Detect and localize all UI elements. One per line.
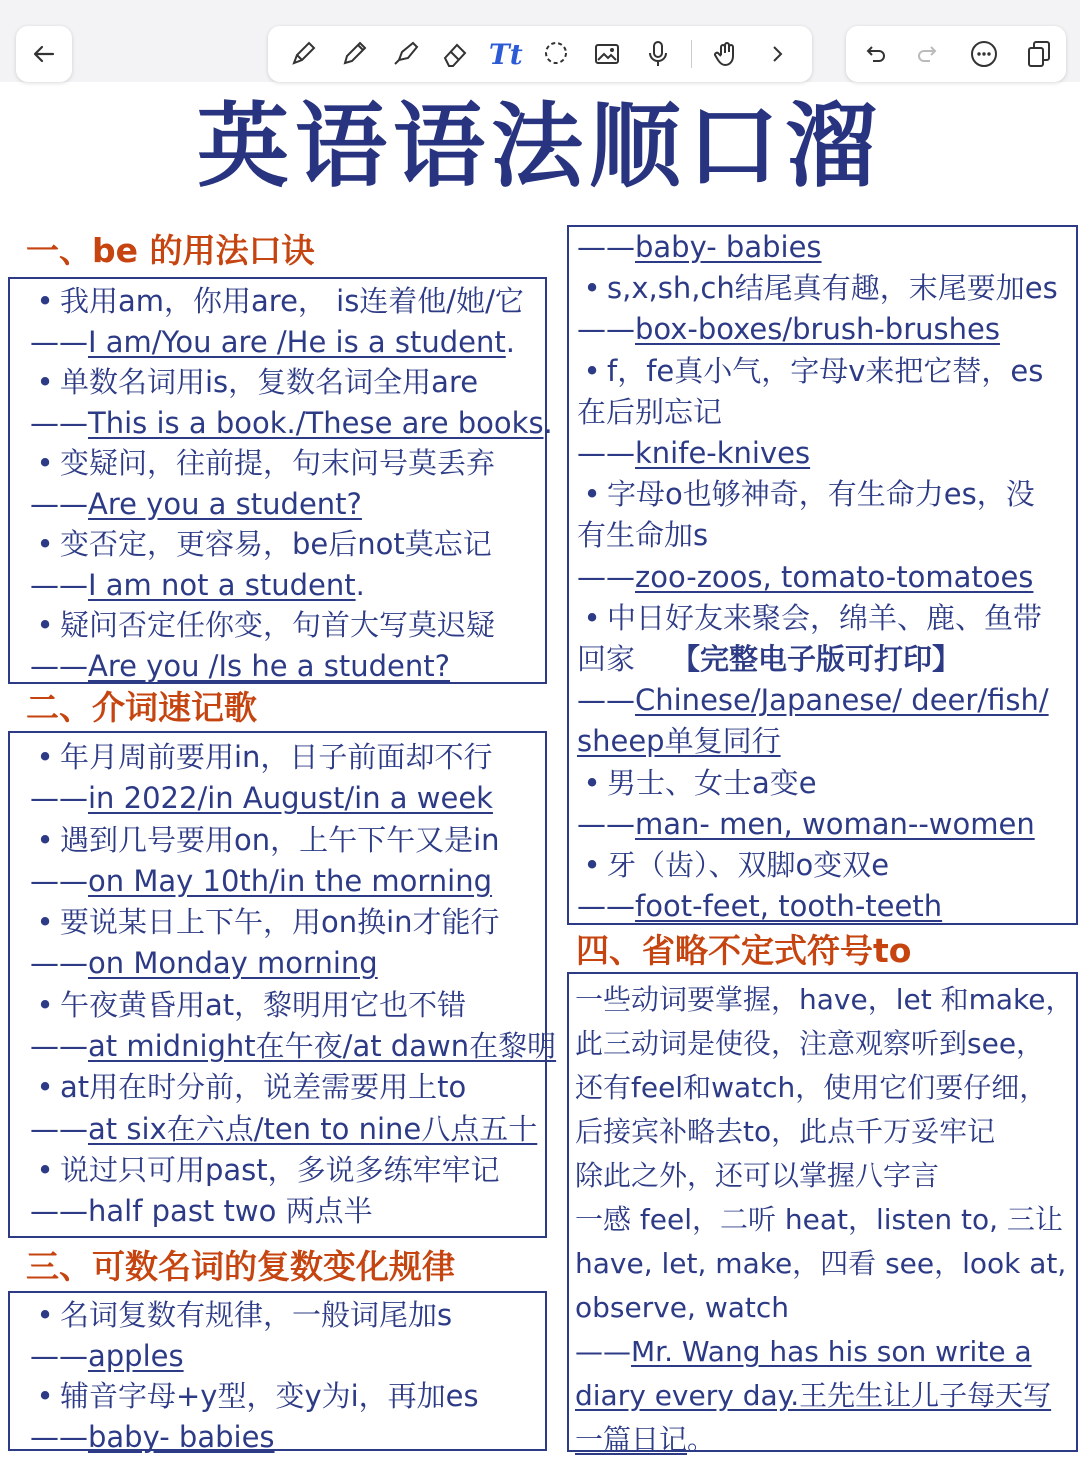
line-tail: .	[355, 567, 365, 602]
line-text: 除此之外，还可以掌握八字言	[575, 1159, 940, 1192]
example-line	[30, 1336, 545, 1377]
rule-line	[30, 820, 545, 861]
page-title: 英语语法顺口溜	[196, 93, 883, 200]
line-text: man- men, woman--women	[635, 806, 1035, 841]
line-text: 一感 feel，二听 heat，listen to, 三让	[575, 1203, 1063, 1236]
line-text: 有生命加s	[577, 518, 709, 553]
example-line	[30, 861, 545, 902]
text-line	[577, 721, 1076, 762]
example-line	[577, 680, 1076, 721]
chevron-right-icon[interactable]	[760, 37, 794, 71]
line-text: sheep单复同行	[577, 724, 781, 759]
line-text: 午夜黄昏用at，黎明用它也不错	[60, 987, 467, 1022]
rule-line	[577, 763, 1076, 804]
line-text: 年月周前要用in，日子前面却不行	[60, 740, 493, 774]
text-line	[577, 392, 1076, 433]
text-line	[577, 639, 1076, 680]
text-tool-icon[interactable]: Tt	[488, 37, 523, 71]
example-line	[575, 1330, 1076, 1374]
rule-line	[577, 351, 1076, 392]
example-line	[577, 309, 1076, 350]
rule-line	[30, 1376, 545, 1417]
bullet: •	[36, 905, 54, 940]
bullet: •	[36, 822, 54, 857]
rule-line	[30, 1295, 545, 1336]
line-text: at midnight在午夜/at dawn在黎明	[88, 1029, 557, 1064]
section-3-title: 三、可数名词的复数变化规律	[26, 1247, 455, 1286]
lasso-icon[interactable]	[539, 37, 573, 71]
bullet: •	[583, 600, 601, 635]
bullet: •	[36, 446, 54, 480]
rule-line	[577, 845, 1076, 886]
line-text: baby- babies	[88, 1419, 275, 1454]
text-line	[575, 978, 1076, 1022]
text-line	[577, 515, 1076, 556]
line-text: I am not a student	[88, 567, 356, 602]
line-text: on Monday morning	[88, 946, 378, 981]
line-tail: 。	[687, 1423, 716, 1456]
example-dash: ——	[30, 405, 88, 440]
document-actions	[846, 26, 1066, 82]
example-line	[30, 403, 553, 444]
example-line	[577, 557, 1076, 598]
bullet: •	[36, 284, 54, 318]
rule-line	[30, 362, 545, 403]
example-dash: ——	[577, 889, 635, 924]
example-dash: ——	[30, 781, 88, 816]
example-dash: ——	[577, 559, 635, 594]
text-line	[575, 1198, 1076, 1242]
line-text: box-boxes/brush-brushes	[635, 312, 1000, 347]
text-line	[575, 1110, 1076, 1154]
line-text: Are you /Is he a student?	[88, 648, 451, 683]
line-text: 还有feel和watch，使用它们要仔细，	[575, 1071, 1048, 1104]
more-icon[interactable]	[967, 37, 1001, 71]
touch-hand-icon[interactable]	[709, 37, 743, 71]
marker-icon[interactable]	[388, 37, 422, 71]
section-2-title: 二、介词速记歌	[26, 688, 257, 727]
line-text: 变否定，更容易，be后not莫忘记	[60, 527, 492, 561]
line-text: half past two 两点半	[88, 1194, 373, 1229]
example-dash: ——	[30, 1194, 88, 1229]
rule-line	[30, 1067, 545, 1108]
printable-note: 【完整电子版可打印】	[671, 642, 962, 677]
text-line	[575, 1154, 1076, 1198]
bullet: •	[583, 848, 601, 883]
back-arrow-icon	[27, 37, 61, 71]
line-text: knife-knives	[635, 436, 811, 471]
line-text: 我用am，你用are， is连着他/她/它	[60, 284, 524, 318]
example-dash: ——	[30, 324, 88, 359]
example-dash: ——	[30, 1419, 88, 1454]
line-text: diary every day.王先生让儿子每天写	[575, 1379, 1052, 1412]
section-3-box	[8, 1291, 547, 1454]
bullet: •	[583, 477, 601, 512]
pencil-icon[interactable]	[337, 37, 371, 71]
text-line	[575, 1242, 1076, 1286]
example-dash: ——	[577, 312, 635, 347]
image-icon[interactable]	[590, 37, 624, 71]
example-dash: ——	[30, 946, 88, 981]
rule-line	[577, 268, 1076, 309]
text-line	[575, 1066, 1076, 1110]
rule-line	[577, 598, 1076, 639]
bullet: •	[36, 365, 54, 399]
section-4-title: 四、省略不定式符号to	[576, 931, 912, 970]
redo-icon[interactable]	[912, 37, 946, 71]
text-line	[575, 1286, 1076, 1330]
top-toolbar	[0, 0, 1080, 82]
line-text: 在后别忘记	[577, 394, 723, 429]
example-line	[30, 565, 545, 606]
line-tail: .	[543, 405, 553, 440]
example-dash: ——	[30, 1111, 88, 1146]
line-text: 牙（齿）、双脚o变双e	[607, 848, 890, 883]
example-dash: ——	[577, 806, 635, 841]
line-text: 名词复数有规律，一般词尾加s	[60, 1298, 453, 1332]
microphone-icon[interactable]	[641, 37, 675, 71]
line-text: apples	[88, 1338, 184, 1373]
example-line	[30, 1109, 545, 1150]
back-button[interactable]	[16, 26, 72, 82]
line-text: s,x,sh,ch结尾真有趣，末尾要加es	[607, 271, 1058, 306]
section-1-box	[8, 277, 553, 684]
example-dash: ——	[575, 1335, 631, 1368]
line-text: 一篇日记	[575, 1423, 688, 1456]
line-tail: .	[505, 324, 515, 359]
toolbar-divider	[691, 40, 692, 68]
rule-line	[30, 605, 545, 646]
undo-icon[interactable]	[857, 37, 891, 71]
line-text: 中日好友来聚会，绵羊、鹿、鱼带	[607, 600, 1043, 635]
rule-line	[30, 1150, 545, 1191]
line-text: 要说某日上下午，用on换in才能行	[60, 905, 500, 940]
section-4-box	[567, 972, 1078, 1456]
bullet: •	[36, 527, 54, 561]
line-text: 后接宾补略去to，此点千万妥牢记	[575, 1115, 996, 1148]
line-text: 变疑问，往前提，句末问号莫丢弃	[60, 446, 496, 480]
example-line	[30, 778, 545, 819]
line-text: baby- babies	[635, 230, 822, 264]
bullet: •	[36, 987, 54, 1022]
pages-icon[interactable]	[1022, 37, 1056, 71]
bullet: •	[36, 1298, 54, 1332]
bullet: •	[36, 1152, 54, 1187]
example-line	[30, 1026, 557, 1067]
pen-icon[interactable]	[286, 37, 320, 71]
example-line	[577, 804, 1076, 845]
line-text: 遇到几号要用on，上午下午又是in	[60, 822, 500, 857]
example-dash: ——	[577, 230, 635, 264]
line-text: 疑问否定任你变，句首大写莫迟疑	[60, 608, 496, 642]
line-text: on May 10th/in the morning	[88, 863, 493, 898]
text-line	[575, 1418, 1076, 1462]
bullet: •	[583, 765, 601, 800]
line-text: foot-feet, tooth-teeth	[635, 889, 943, 924]
example-dash: ——	[30, 1029, 88, 1064]
rule-line	[30, 524, 545, 565]
example-dash: ——	[30, 1338, 88, 1373]
bullet: •	[36, 740, 54, 774]
line-text: in 2022/in August/in a week	[88, 781, 493, 816]
line-text: This is a book./These are books	[88, 405, 544, 440]
line-text: 回家	[577, 642, 636, 677]
line-text: at six在六点/ten to nine八点五十	[88, 1111, 538, 1146]
line-text: observe, watch	[575, 1291, 790, 1324]
example-line	[30, 1191, 545, 1232]
line-text: 此三动词是使役，注意观察听到see，	[575, 1027, 1045, 1060]
bullet: •	[583, 353, 601, 388]
rule-line	[30, 737, 545, 778]
text-line	[575, 1022, 1076, 1066]
example-line	[577, 433, 1076, 474]
example-dash: ——	[577, 436, 635, 471]
eraser-icon[interactable]	[438, 37, 472, 71]
line-text: I am/You are /He is a student	[88, 324, 506, 359]
example-line	[577, 227, 1076, 268]
example-line	[30, 322, 545, 363]
section-2-box	[8, 731, 557, 1238]
section-3-continued-box	[567, 225, 1078, 925]
example-line	[577, 886, 1076, 927]
rule-line	[30, 443, 545, 484]
example-dash: ——	[30, 486, 88, 521]
rule-line	[30, 902, 545, 943]
example-line	[30, 646, 545, 687]
line-text: Mr. Wang has his son write a	[631, 1335, 1032, 1368]
line-text: f，fe真小气，字母v来把它替，es	[607, 353, 1044, 388]
line-text: 男士、女士a变e	[607, 765, 817, 800]
line-text: 辅音字母+y型，变y为i，再加es	[60, 1379, 479, 1413]
line-text: 单数名词用is，复数名词全用are	[60, 365, 479, 399]
bullet: •	[36, 608, 54, 642]
line-text: zoo-zoos, tomato-tomatoes	[635, 559, 1034, 594]
line-text: 字母o也够神奇，有生命力es，没	[607, 477, 1035, 512]
example-dash: ——	[30, 863, 88, 898]
example-line	[30, 484, 545, 525]
example-dash: ——	[30, 648, 88, 683]
line-text: 一些动词要掌握，have，let 和make，	[575, 983, 1074, 1016]
line-text: Are you a student?	[88, 486, 362, 521]
line-text: have, let, make，四看 see，look at,	[575, 1247, 1067, 1280]
example-dash: ——	[30, 567, 88, 602]
example-line	[30, 1417, 545, 1458]
rule-line	[30, 985, 545, 1026]
line-text: at用在时分前，说差需要用上to	[60, 1070, 467, 1105]
line-text: 说过只可用past，多说多练牢牢记	[60, 1152, 500, 1187]
text-line	[575, 1374, 1076, 1418]
example-line	[30, 943, 545, 984]
rule-line	[30, 281, 545, 322]
bullet: •	[36, 1070, 54, 1105]
drawing-tools	[268, 26, 812, 82]
bullet: •	[583, 271, 601, 306]
line-text: Chinese/Japanese/ deer/fish/	[635, 683, 1049, 718]
bullet: •	[36, 1379, 54, 1413]
section-1-title: 一、be 的用法口诀	[26, 231, 315, 270]
rule-line	[577, 474, 1076, 515]
example-dash: ——	[577, 683, 635, 718]
